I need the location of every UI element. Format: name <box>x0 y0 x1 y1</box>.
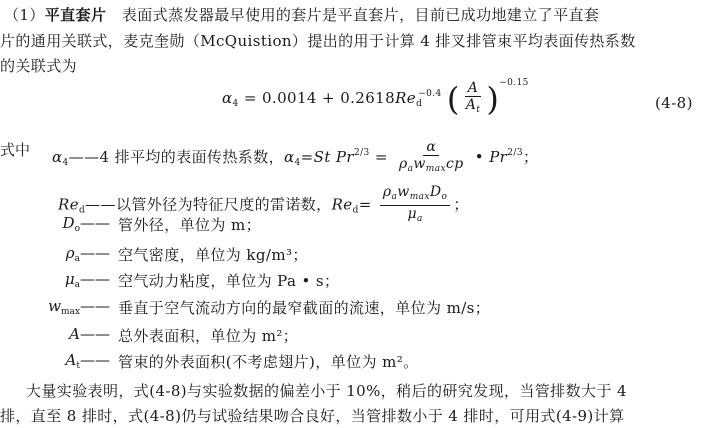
where-label: 式中 <box>0 141 31 159</box>
eq-frac-den-sub: t <box>476 105 481 115</box>
def-re-text: 以管外径为特征尺度的雷诺数， <box>115 195 332 214</box>
def-alpha-sub: 4 <box>62 158 69 168</box>
def-alpha: $\alpha_4——4$ 排平均的表面传热系数，$\alpha_4=St$ $Pr^{2/3}$ = $\frac{\alpha}{\rho_aw_{max}cp}$ • $Pr^{2/3}$； <box>52 139 538 177</box>
def-re-lhs-sub: d <box>352 205 359 216</box>
def-alpha-sym: α <box>52 148 63 166</box>
def-alpha-st-pr: St Pr <box>313 148 354 166</box>
def-alpha-formula-sub: 4 <box>294 158 301 168</box>
equation-number: (4-8) <box>655 94 693 112</box>
def-re-frac-num: $\rho_aw_{max}D_o$ <box>380 184 450 206</box>
definition-dash: —— <box>80 297 110 315</box>
def-re-frac-rho: ρ <box>382 184 392 200</box>
def-re-frac-d: D <box>429 184 442 200</box>
def-re-frac-d-sub: o <box>441 192 448 202</box>
def-re-lhs: Re <box>331 195 353 214</box>
definition-symbol-sub: t <box>76 361 80 371</box>
definition-dash: —— <box>80 351 110 369</box>
def-alpha-tail-exp: 2/3 <box>507 148 523 158</box>
definition-symbol-sub: a <box>74 280 80 290</box>
heading-text: 表面式蒸发器最早使用的套片是平直套片，目前已成功地建立了平直套 <box>121 6 600 24</box>
definition-symbol-sub: max <box>61 307 80 317</box>
definition-text: 管外径，单位为 m； <box>118 216 261 234</box>
definition-symbol-sub: a <box>74 254 80 264</box>
definition-dash: —— <box>80 244 110 262</box>
def-re: $Re_d——$以管外径为特征尺度的雷诺数，$Re_d=$ $\frac{\rho_aw_{max}D_o}{\mu_a}$ ； <box>58 184 469 227</box>
eq-const1: 0.0014 <box>261 89 317 107</box>
eq-frac-num: A <box>465 80 482 97</box>
eq-frac-den <box>463 97 484 118</box>
eq-re-exp: −0.4 <box>418 89 442 99</box>
definition-dash: —— <box>80 325 110 343</box>
def-re-frac-w: w <box>397 184 410 200</box>
definition-text: 总外表面积，单位为 m²； <box>118 327 299 345</box>
def-alpha-frac-max: max <box>425 164 446 174</box>
definition-symbol-main: D <box>62 214 75 232</box>
def-re-frac-mu-sub: a <box>416 214 423 224</box>
heading-line <box>4 4 599 25</box>
def-alpha-formula-lhs: α <box>284 148 295 166</box>
def-re-sub: d <box>78 205 86 216</box>
paragraph-line-2: 片的通用关联式，麦克奎勋（McQuistion）提出的用于计算 4 排叉排管束平均表面传热系数 <box>0 32 636 50</box>
def-alpha-text: 4 排平均的表面传热系数， <box>99 148 284 166</box>
eq-re: Re <box>395 89 417 107</box>
eq-const2: 0.2618 <box>340 89 396 107</box>
eq-outer-exp: −0.15 <box>499 78 529 88</box>
definition-symbol <box>0 351 110 371</box>
eq-lhs-sub: 4 <box>232 99 239 109</box>
def-alpha-tail-pr: Pr <box>489 148 508 166</box>
definition-text: 管束的外表面积(不考虑翅片)，单位为 m²。 <box>118 353 419 371</box>
definition-symbol <box>0 214 110 234</box>
def-alpha-frac-cp: cp <box>445 156 464 172</box>
definition-symbol-main: ρ <box>65 244 75 262</box>
definition-text: 垂直于空气流动方向的最窄截面的流速，单位为 m/s； <box>118 299 491 317</box>
definition-symbol-main: A <box>65 351 77 369</box>
paragraph-line-3: 的关联式为 <box>0 57 78 75</box>
definition-dash: —— <box>80 214 110 232</box>
def-re-frac-max: max <box>409 192 430 202</box>
def-re-frac-den <box>404 206 425 227</box>
equation-4-8: $\alpha_4 = 0.0014 + 0.2618Re_d^{-0.4}$ ( $\frac{A}{A_t}$ )$^{-0.15}$ <box>222 78 529 118</box>
conclusion-line-2: 排，直至 8 排时，式(4-8)仍与试验结果吻合良好，当管排数小于 4 排时，可用式(4-9)计算 <box>0 407 625 425</box>
definition-symbol <box>0 325 110 343</box>
heading-index: （1） <box>4 6 45 24</box>
def-alpha-frac-rho: ρ <box>398 156 408 172</box>
definition-symbol <box>0 244 110 264</box>
def-alpha-frac-den: $\rho_aw_{max}cp$ <box>398 156 464 174</box>
eq-right-paren: ) <box>486 80 500 118</box>
conclusion-line-1: 大量实验表明，式(4-8)与实验数据的偏差小于 10%，稍后的研究发现，当管排数大于 4 <box>26 382 627 400</box>
def-alpha-frac-num: α <box>423 139 439 156</box>
def-alpha-frac-w: w <box>413 156 426 172</box>
eq-frac-den-sym: A <box>465 97 477 113</box>
definition-text: 空气动力粘度，单位为 Pa • s； <box>118 272 340 290</box>
def-re-frac-mu: μ <box>407 206 417 222</box>
definition-symbol-main: w <box>48 297 62 315</box>
definition-dash: —— <box>80 270 110 288</box>
definition-text: 空气密度，单位为 kg/m³； <box>118 246 308 264</box>
definition-symbol <box>0 270 110 290</box>
eq-lhs: α <box>222 89 233 107</box>
eq-re-sub: d <box>416 99 423 109</box>
definition-symbol <box>0 297 110 317</box>
def-re-sym: Re <box>58 195 79 214</box>
eq-left-paren: ( <box>446 80 460 118</box>
eq-area-fraction <box>463 80 484 118</box>
definition-symbol-main: A <box>69 325 80 343</box>
def-re-fraction <box>380 184 450 227</box>
def-alpha-fraction <box>396 139 467 177</box>
definition-symbol-main: μ <box>64 270 75 288</box>
heading-title: 平直套片 <box>44 6 107 24</box>
definition-symbol-sub: o <box>74 224 80 234</box>
def-alpha-pr-exp: 2/3 <box>353 148 370 158</box>
